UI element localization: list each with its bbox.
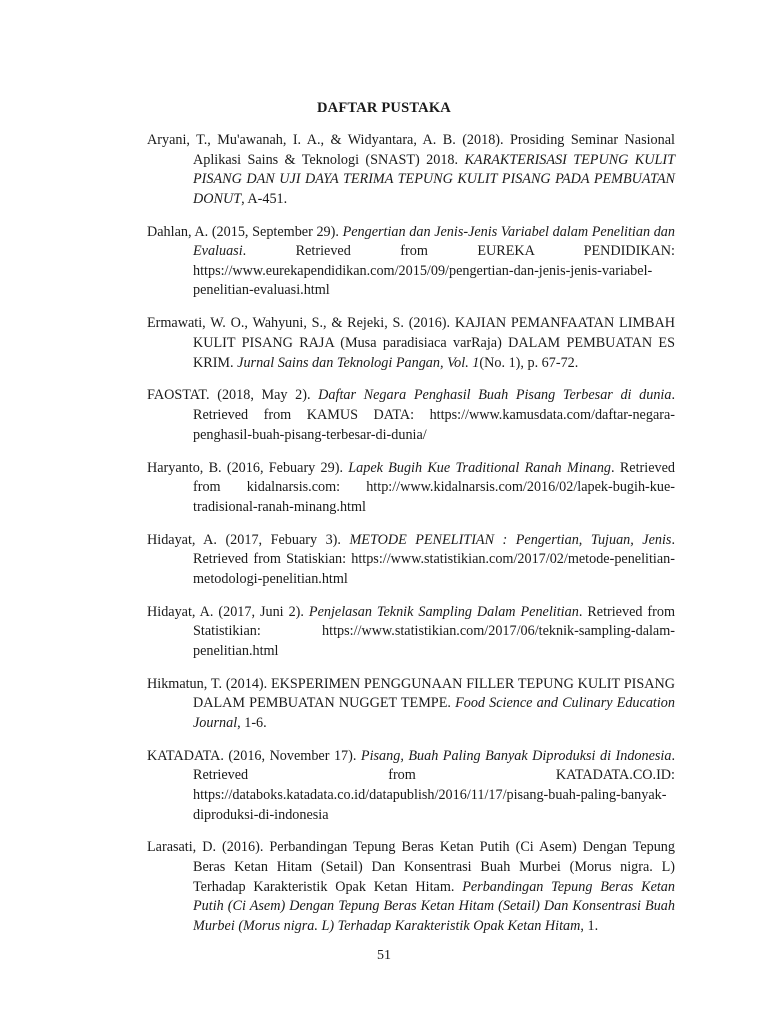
reference-entry bbox=[147, 531, 675, 590]
reference-entry bbox=[147, 459, 675, 518]
reference-text: FAOSTAT. (2018, May 2). bbox=[147, 387, 319, 404]
reference-suffix: (No. 1), p. 67-72. bbox=[479, 354, 579, 371]
page-title: DAFTAR PUSTAKA bbox=[317, 100, 451, 116]
reference-text: Hidayat, A. (2017, Febuary 3). bbox=[147, 531, 350, 548]
page-number: 51 bbox=[377, 948, 391, 963]
reference-text: Haryanto, B. (2016, Febuary 29). bbox=[147, 459, 349, 476]
reference-suffix: . Retrieved from KAMUS DATA: https://www.kamusdata.com/daftar-negara-penghasil-buah-pisang-terbesar-di-dunia/ bbox=[193, 387, 675, 443]
reference-suffix: , 1-6. bbox=[237, 714, 267, 731]
reference-italic-title: METODE PENELITIAN : Pengertian, Tujuan, Jenis bbox=[349, 531, 672, 548]
reference-suffix: . Retrieved from kidalnarsis.com: http://www.kidalnarsis.com/2016/02/lapek-bugih-kue-tradisional-ranah-minang.html bbox=[193, 459, 675, 515]
reference-suffix: . Retrieved from EUREKA PENDIDIKAN: https://www.eurekapendidikan.com/2015/09/pengertian-dan-jenis-jenis-variabel-penelitian-evaluasi.html bbox=[193, 243, 675, 299]
reference-text: KATADATA. (2016, November 17). bbox=[147, 747, 361, 764]
reference-suffix: , A-451. bbox=[241, 190, 288, 207]
reference-entry bbox=[147, 131, 675, 209]
reference-italic-title: Food Science and Culinary Education Journal bbox=[193, 695, 675, 731]
reference-italic-title: Lapek Bugih Kue Traditional Ranah Minang bbox=[348, 459, 612, 476]
reference-italic-title: Daftar Negara Penghasil Buah Pisang Terbesar di dunia bbox=[318, 387, 672, 404]
reference-italic-title: Perbandingan Tepung Beras Ketan Putih (Ci Asem) Dengan Tepung Beras Ketan Hitam (Setail) Dan Konsentrasi Buah Murbei (Morus nigra. L) Terhadap Karakteristik Opak Ketan Hitam bbox=[193, 878, 675, 934]
reference-italic-title: KARAKTERISASI TEPUNG KULIT PISANG DAN UJI DAYA TERIMA TEPUNG KULIT PISANG PADA PEMBUATAN DONUT bbox=[193, 151, 676, 207]
reference-entry bbox=[147, 314, 675, 373]
reference-entry bbox=[147, 747, 675, 825]
reference-text: Larasati, D. (2016). Perbandingan Tepung Beras Ketan Putih (Ci Asem) Dengan Tepung Beras Ketan Hitam (Setail) Dan Konsentrasi Buah Murbei (Morus nigra. L) Terhadap Karakteristik Opak Ketan Hitam. bbox=[147, 839, 675, 895]
reference-entry bbox=[147, 675, 675, 734]
reference-suffix: . Retrieved from Statiskian: https://www.statistikian.com/2017/02/metode-penelitian-metodologi-penelitian.html bbox=[193, 531, 675, 587]
reference-list bbox=[147, 131, 675, 950]
reference-suffix: . Retrieved from KATADATA.CO.ID: https://databoks.katadata.co.id/datapublish/2016/11/17/pisang-buah-paling-banyak-diproduksi-di-indonesia bbox=[193, 747, 675, 823]
reference-entry bbox=[147, 223, 675, 301]
reference-text: Hikmatun, T. (2014). EKSPERIMEN PENGGUNAAN FILLER TEPUNG KULIT PISANG DALAM PEMBUATAN NUGGET TEMPE. bbox=[147, 675, 675, 712]
reference-entry bbox=[147, 603, 675, 662]
reference-italic-title: Penjelasan Teknik Sampling Dalam Penelitian bbox=[308, 603, 579, 620]
reference-text: Dahlan, A. (2015, September 29). bbox=[147, 223, 343, 240]
reference-entry bbox=[147, 386, 675, 445]
reference-suffix: . Retrieved from Statistikian: https://www.statistikian.com/2017/06/teknik-sampling-dalam-penelitian.html bbox=[193, 603, 675, 659]
reference-text: Ermawati, W. O., Wahyuni, S., & Rejeki, S. (2016). KAJIAN PEMANFAATAN LIMBAH KULIT PISANG RAJA (Musa paradisiaca varRaja) DALAM PEMBUATAN ES KRIM. bbox=[147, 315, 675, 371]
reference-italic-title: Pengertian dan Jenis-Jenis Variabel dalam Penelitian dan Evaluasi bbox=[193, 223, 675, 260]
reference-text: Hidayat, A. (2017, Juni 2). bbox=[147, 603, 309, 620]
reference-italic-title: Pisang, Buah Paling Banyak Diproduksi di Indonesia bbox=[360, 747, 672, 764]
reference-italic-title: Jurnal Sains dan Teknologi Pangan, Vol. 1 bbox=[237, 354, 480, 371]
reference-entry bbox=[147, 838, 675, 936]
reference-suffix: , 1. bbox=[580, 917, 599, 934]
reference-text: Aryani, T., Mu'awanah, I. A., & Widyantara, A. B. (2018). Prosiding Seminar Nasional Aplikasi Sains & Teknologi (SNAST) 2018. bbox=[147, 132, 675, 168]
